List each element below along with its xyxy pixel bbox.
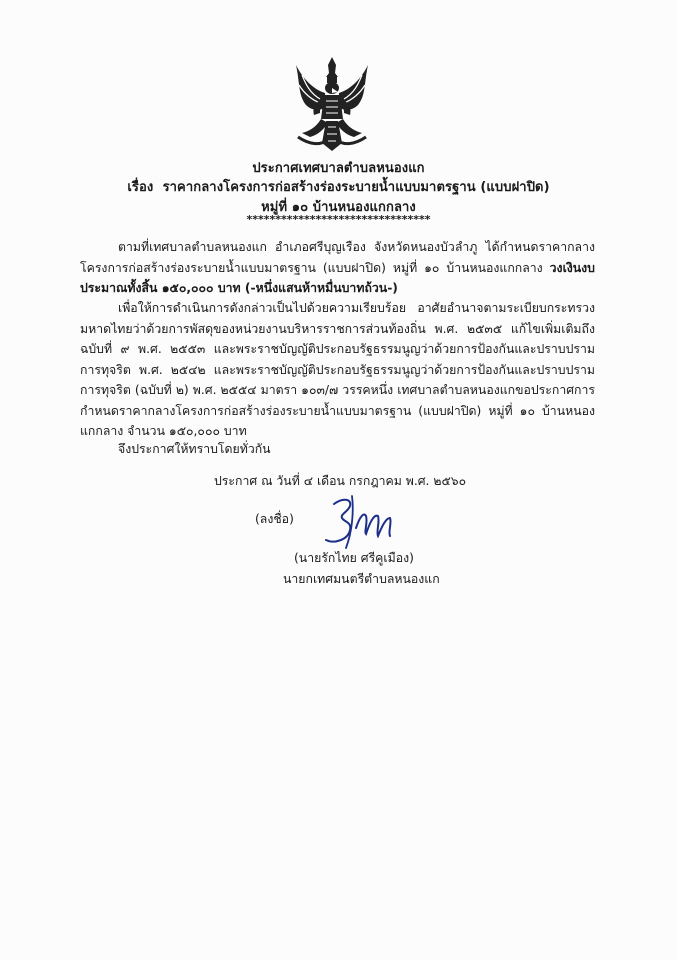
signatory-name: (นายรักไทย ศรีคูเมือง) <box>294 551 414 565</box>
closing-statement: จึงประกาศให้ทราบโดยทั่วกัน <box>118 442 271 456</box>
garuda-emblem-icon <box>290 55 374 153</box>
paragraph-authority <box>80 298 595 442</box>
announcement-title: ประกาศเทศบาลตำบลหนองแก <box>252 161 425 176</box>
signed-label: (ลงชื่อ) <box>255 512 294 526</box>
announcement-date: ประกาศ ณ วันที่ ๔ เดือน กรกฎาคม พ.ศ. ๒๕๖๐ <box>214 474 467 488</box>
subject-line <box>0 176 677 197</box>
paragraph-1-text: ตามที่เทศบาลตำบลหนองแก อำเภอศรีบุญเรือง จังหวัดหนองบัวลำภู ได้กำหนดราคากลางโครงการก่อสร้างร่องระบายน้ำแบบมาตรฐาน (แบบฝาปิด) หมู่ที่ ๑๐ บ้านหนองแกกลาง <box>80 240 595 275</box>
budget-amount: วงเงินงบประมาณทั้งสิ้น ๑๕๐,๐๐๐ บาท (-หนึ่งแสนห้าหมื่นบาทถ้วน-) <box>80 260 595 295</box>
separator-stars: ******************************** <box>246 213 431 226</box>
subject-label: เรื่อง <box>127 180 154 195</box>
subject-text: ราคากลางโครงการก่อสร้างร่องระบายน้ำแบบมาตรฐาน (แบบฝาปิด) <box>162 180 550 195</box>
paragraph-background <box>80 237 595 299</box>
village-line: หมู่ที่ ๑๐ บ้านหนองแกกลาง <box>261 200 416 215</box>
signature-image <box>312 492 408 552</box>
paragraph-2-text: เพื่อให้การดำเนินการดังกล่าวเป็นไปด้วยความเรียบร้อย อาศัยอำนาจตามระเบียบกระทรวงมหาดไทยว่าด้วยการพัสดุของหน่วยงานบริหารราชการส่วนท้องถิ่น พ.ศ. ๒๕๓๕ แก้ไขเพิ่มเติมถึง ฉบับที่ ๙ พ.ศ. ๒๕๕๓ และพระราชบัญญัติประกอบรัฐธรรมนูญว่าด้วยการป้องกันและปราบปรามการทุจริต พ.ศ. ๒๕๔๒ และพระราชบัญญัติประกอบรัฐธรรมนูญว่าด้วยการป้องกันและปราบปรามการทุจริต (ฉบับที่ ๒) พ.ศ. ๒๕๕๔ มาตรา ๑๐๓/๗ วรรคหนึ่ง เทศบาลตำบลหนองแกขอประกาศการกำหนดราคากลางโครงการก่อสร้างร่องระบายน้ำแบบมาตรฐาน (แบบฝาปิด) หมู่ที่ ๑๐ บ้านหนองแกกลาง จำนวน ๑๕๐,๐๐๐ บาท <box>80 301 595 438</box>
signatory-position: นายกเทศมนตรีตำบลหนองแก <box>283 572 440 586</box>
